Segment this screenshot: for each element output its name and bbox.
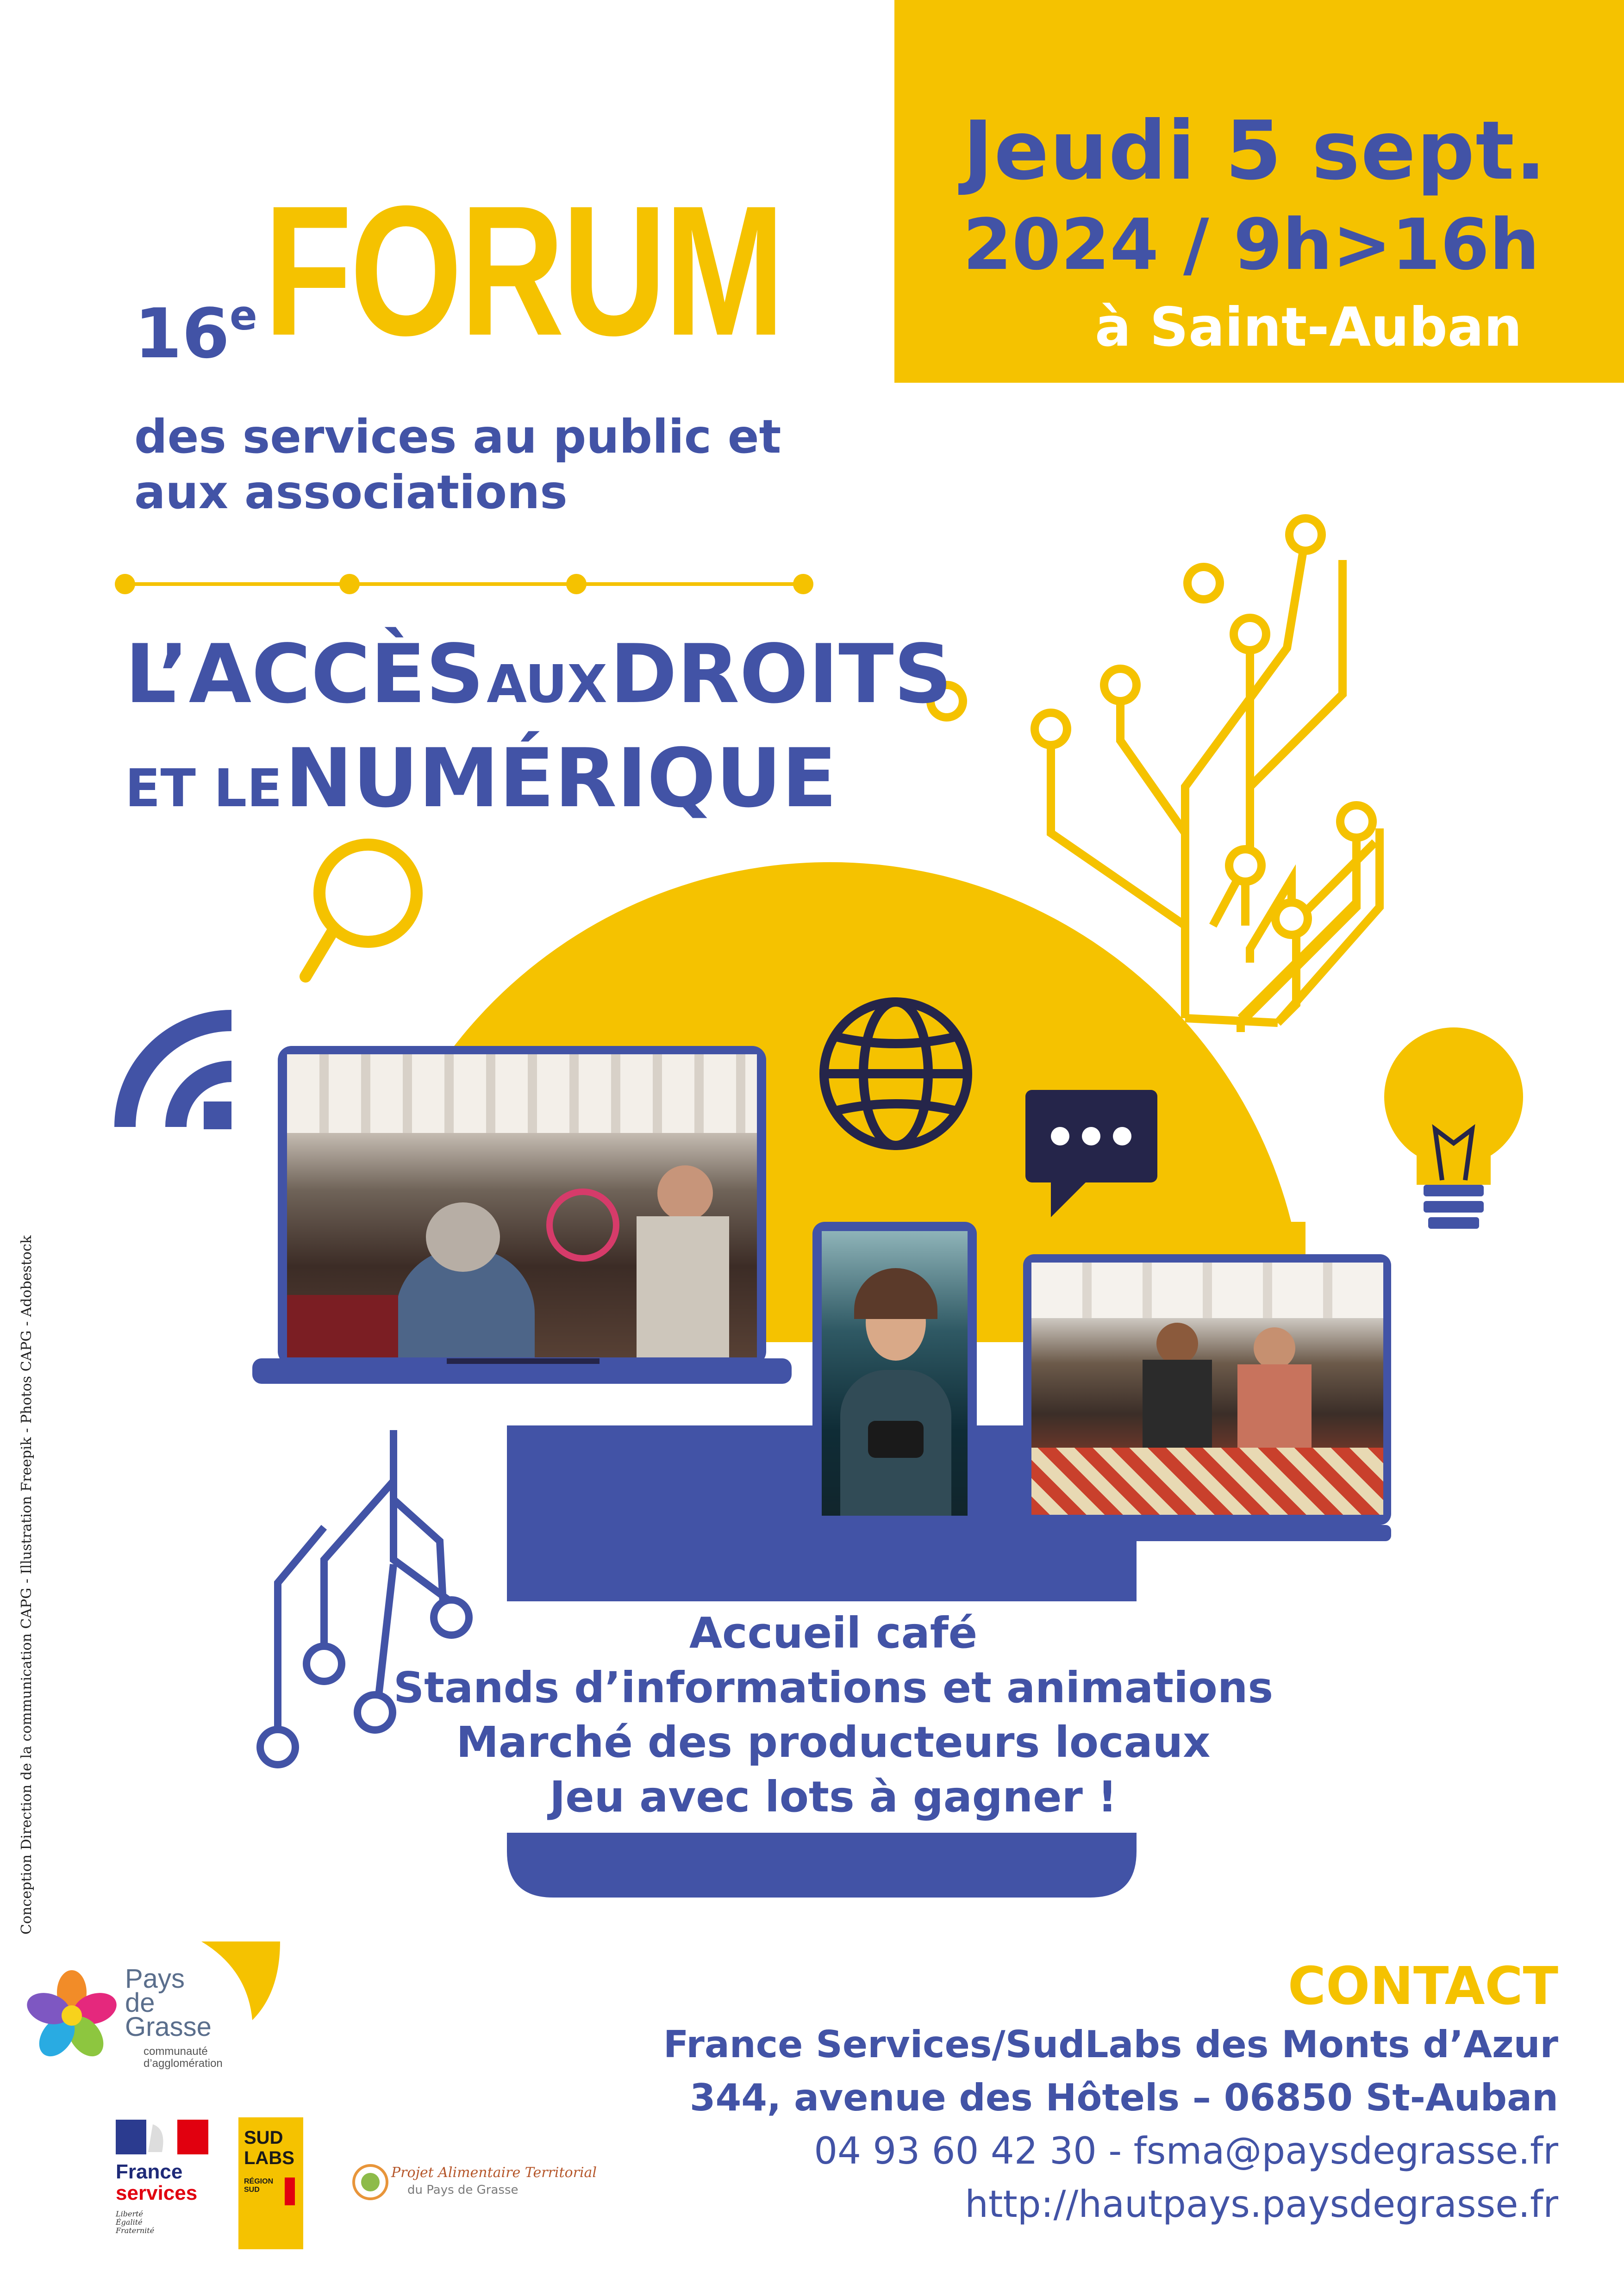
magnifier-icon [306,845,417,977]
credit-text: Conception Direction de la communication CAPG - Illustration Freepik - Photos CAPG - Adobestock [19,1235,35,1935]
forum-title: FORUM [264,167,783,374]
lightbulb-icon [1384,1027,1523,1229]
event-time: 2024 / 9h>16h [963,204,1540,286]
marianne-icon [116,2120,208,2154]
forum-subtitle-line1: des services au public et [134,410,781,464]
projet-alimentaire-logo: Projet Alimentaire Territorial du Pays de Grasse [352,2159,569,2210]
flower-icon [25,1967,118,2060]
dotted-divider [115,574,813,594]
theme-line2: ET LE NUMÉRIQUE [125,732,837,826]
contact-phone-email[interactable]: 04 93 60 42 30 - fsma@paysdegrasse.fr [814,2129,1558,2172]
activity-item: Jeu avec lots à gagner ! [550,1772,1117,1822]
forum-subtitle-line2: aux associations [134,465,568,519]
contact-organization: France Services/SudLabs des Monts d’Azur [663,2023,1558,2066]
activities-list [370,1606,1296,1824]
yellow-corner-shape [201,1941,280,2020]
theme-line1: L’ACCÈS AUX DROITS [125,628,952,722]
activity-item: Accueil café [689,1608,978,1658]
contact-title: CONTACT [1287,1956,1558,2016]
photo-woman-phone [822,1231,968,1516]
contact-website-link[interactable]: http://hautpays.paysdegrasse.fr [965,2183,1558,2226]
pays-de-grasse-logo: Pays de Grasse communauté d’agglomération [25,1941,280,2076]
blue-bowl [507,1833,1137,1898]
event-location: à Saint-Auban [1095,296,1522,359]
photo-local-market [1031,1263,1383,1515]
food-circle-icon [352,2164,389,2201]
france-services-logo: France services Liberté Égalité Fraternité [116,2120,227,2249]
sud-labs-logo: SUD LABS RÉGION SUD [238,2117,303,2249]
activity-item: Stands d’informations et animations [393,1663,1274,1712]
contact-block [663,1955,1558,2231]
event-date: Jeudi 5 sept. [963,104,1547,198]
photo-forum-stands [287,1054,757,1357]
edition-number: 16e [134,292,257,373]
activity-item: Marché des producteurs locaux [456,1717,1211,1767]
contact-address: 344, avenue des Hôtels – 06850 St-Auban [689,2076,1558,2119]
